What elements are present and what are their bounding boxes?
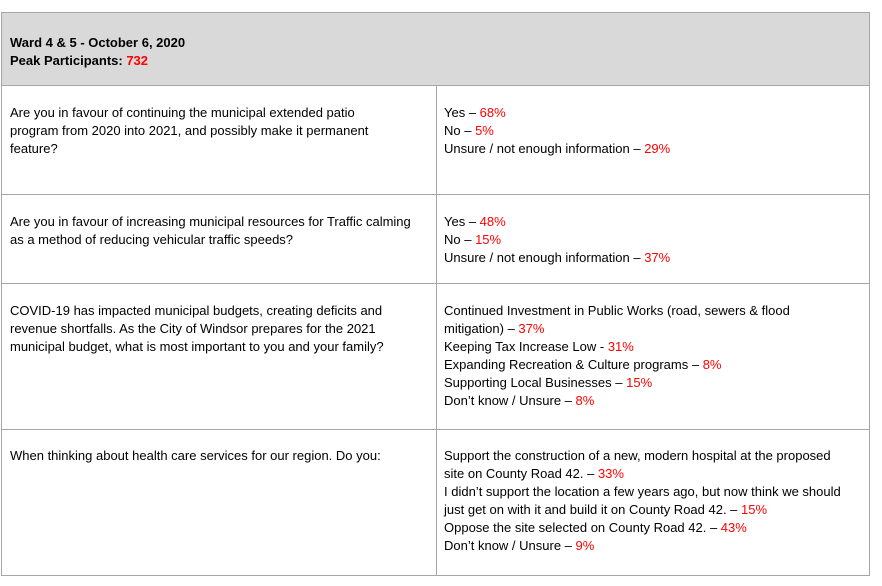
question-line: Are you in favour of continuing the municipal extended patio [10, 105, 355, 120]
answer-line [444, 122, 869, 140]
answer-text: No – [444, 123, 476, 138]
answer-line [444, 501, 869, 519]
answer-text: Don’t know / Unsure – [444, 538, 576, 553]
question-line: Are you in favour of increasing municipal resources for Traffic calming [10, 214, 411, 229]
answer-line [444, 374, 869, 392]
answer-text: Support the construction of a new, modern hospital at the proposed [444, 448, 831, 463]
answer-line [444, 140, 869, 158]
question-cell [2, 195, 437, 283]
answer-percentage: 37% [518, 321, 545, 336]
answer-cell [437, 430, 869, 575]
answer-line [444, 447, 869, 465]
question-line: When thinking about health care services for our region. Do you: [10, 448, 381, 463]
answer-line [444, 465, 869, 483]
question-cell [2, 430, 437, 575]
answer-cell [437, 86, 869, 194]
answer-percentage: 15% [626, 375, 653, 390]
question-line: COVID-19 has impacted municipal budgets, creating deficits and [10, 303, 383, 318]
answer-percentage: 33% [597, 466, 624, 481]
answer-percentage: 48% [479, 214, 506, 229]
answer-percentage: 15% [475, 232, 502, 247]
header-title: Ward 4 & 5 - October 6, 2020 [10, 35, 186, 50]
answer-line [444, 392, 869, 410]
question-line: municipal budget, what is most important to you and your family? [10, 339, 384, 354]
peak-participants [10, 52, 869, 70]
answer-percentage: 29% [644, 141, 671, 156]
answer-line [444, 213, 869, 231]
answer-percentage: 43% [720, 520, 747, 535]
answer-percentage: 9% [575, 538, 595, 553]
answer-cell [437, 195, 869, 283]
question-cell [2, 284, 437, 429]
answer-percentage: 8% [702, 357, 722, 372]
answer-text: Unsure / not enough information – [444, 141, 645, 156]
answer-text: Supporting Local Businesses – [444, 375, 627, 390]
question-line: as a method of reducing vehicular traffic speeds? [10, 232, 294, 247]
table-row [2, 195, 869, 284]
answer-text: No – [444, 232, 476, 247]
answer-text: Oppose the site selected on County Road 42. – [444, 520, 721, 535]
answer-percentage: 15% [741, 502, 768, 517]
answer-text: Continued Investment in Public Works (road, sewers & flood [444, 303, 790, 318]
answer-line [444, 483, 869, 501]
question-cell [2, 86, 437, 194]
table-row [2, 86, 869, 195]
answer-text: Expanding Recreation & Culture programs – [444, 357, 703, 372]
question-line: program from 2020 into 2021, and possibly make it permanent [10, 123, 369, 138]
answer-line [444, 249, 869, 267]
answer-line [444, 320, 869, 338]
answer-cell [437, 284, 869, 429]
answer-line [444, 356, 869, 374]
answer-text: Yes – [444, 105, 480, 120]
peak-participants-label: Peak Participants: [10, 53, 127, 68]
answer-percentage: 8% [575, 393, 595, 408]
answer-text: Don’t know / Unsure – [444, 393, 576, 408]
answer-percentage: 5% [475, 123, 494, 138]
answer-line [444, 231, 869, 249]
answer-line [444, 104, 869, 122]
table-header [2, 13, 869, 86]
answer-line [444, 338, 869, 356]
answer-text: just get on with it and build it on County Road 42. – [444, 502, 742, 517]
answer-line [444, 537, 869, 555]
table-row [2, 430, 869, 575]
question-line: feature? [10, 141, 58, 156]
answer-percentage: 37% [644, 250, 671, 265]
answer-percentage: 31% [607, 339, 634, 354]
question-line: revenue shortfalls. As the City of Windsor prepares for the 2021 [10, 321, 376, 336]
answer-line [444, 519, 869, 537]
answer-text: I didn’t support the location a few years ago, but now think we should [444, 484, 841, 499]
table-row [2, 284, 869, 430]
answer-text: Unsure / not enough information – [444, 250, 645, 265]
answer-line [444, 302, 869, 320]
answer-percentage: 68% [479, 105, 506, 120]
answer-text: site on County Road 42. – [444, 466, 598, 481]
answer-text: mitigation) – [444, 321, 519, 336]
survey-results-table [1, 12, 870, 576]
peak-participants-value: 732 [126, 53, 149, 68]
answer-text: Keeping Tax Increase Low - [444, 339, 608, 354]
answer-text: Yes – [444, 214, 480, 229]
